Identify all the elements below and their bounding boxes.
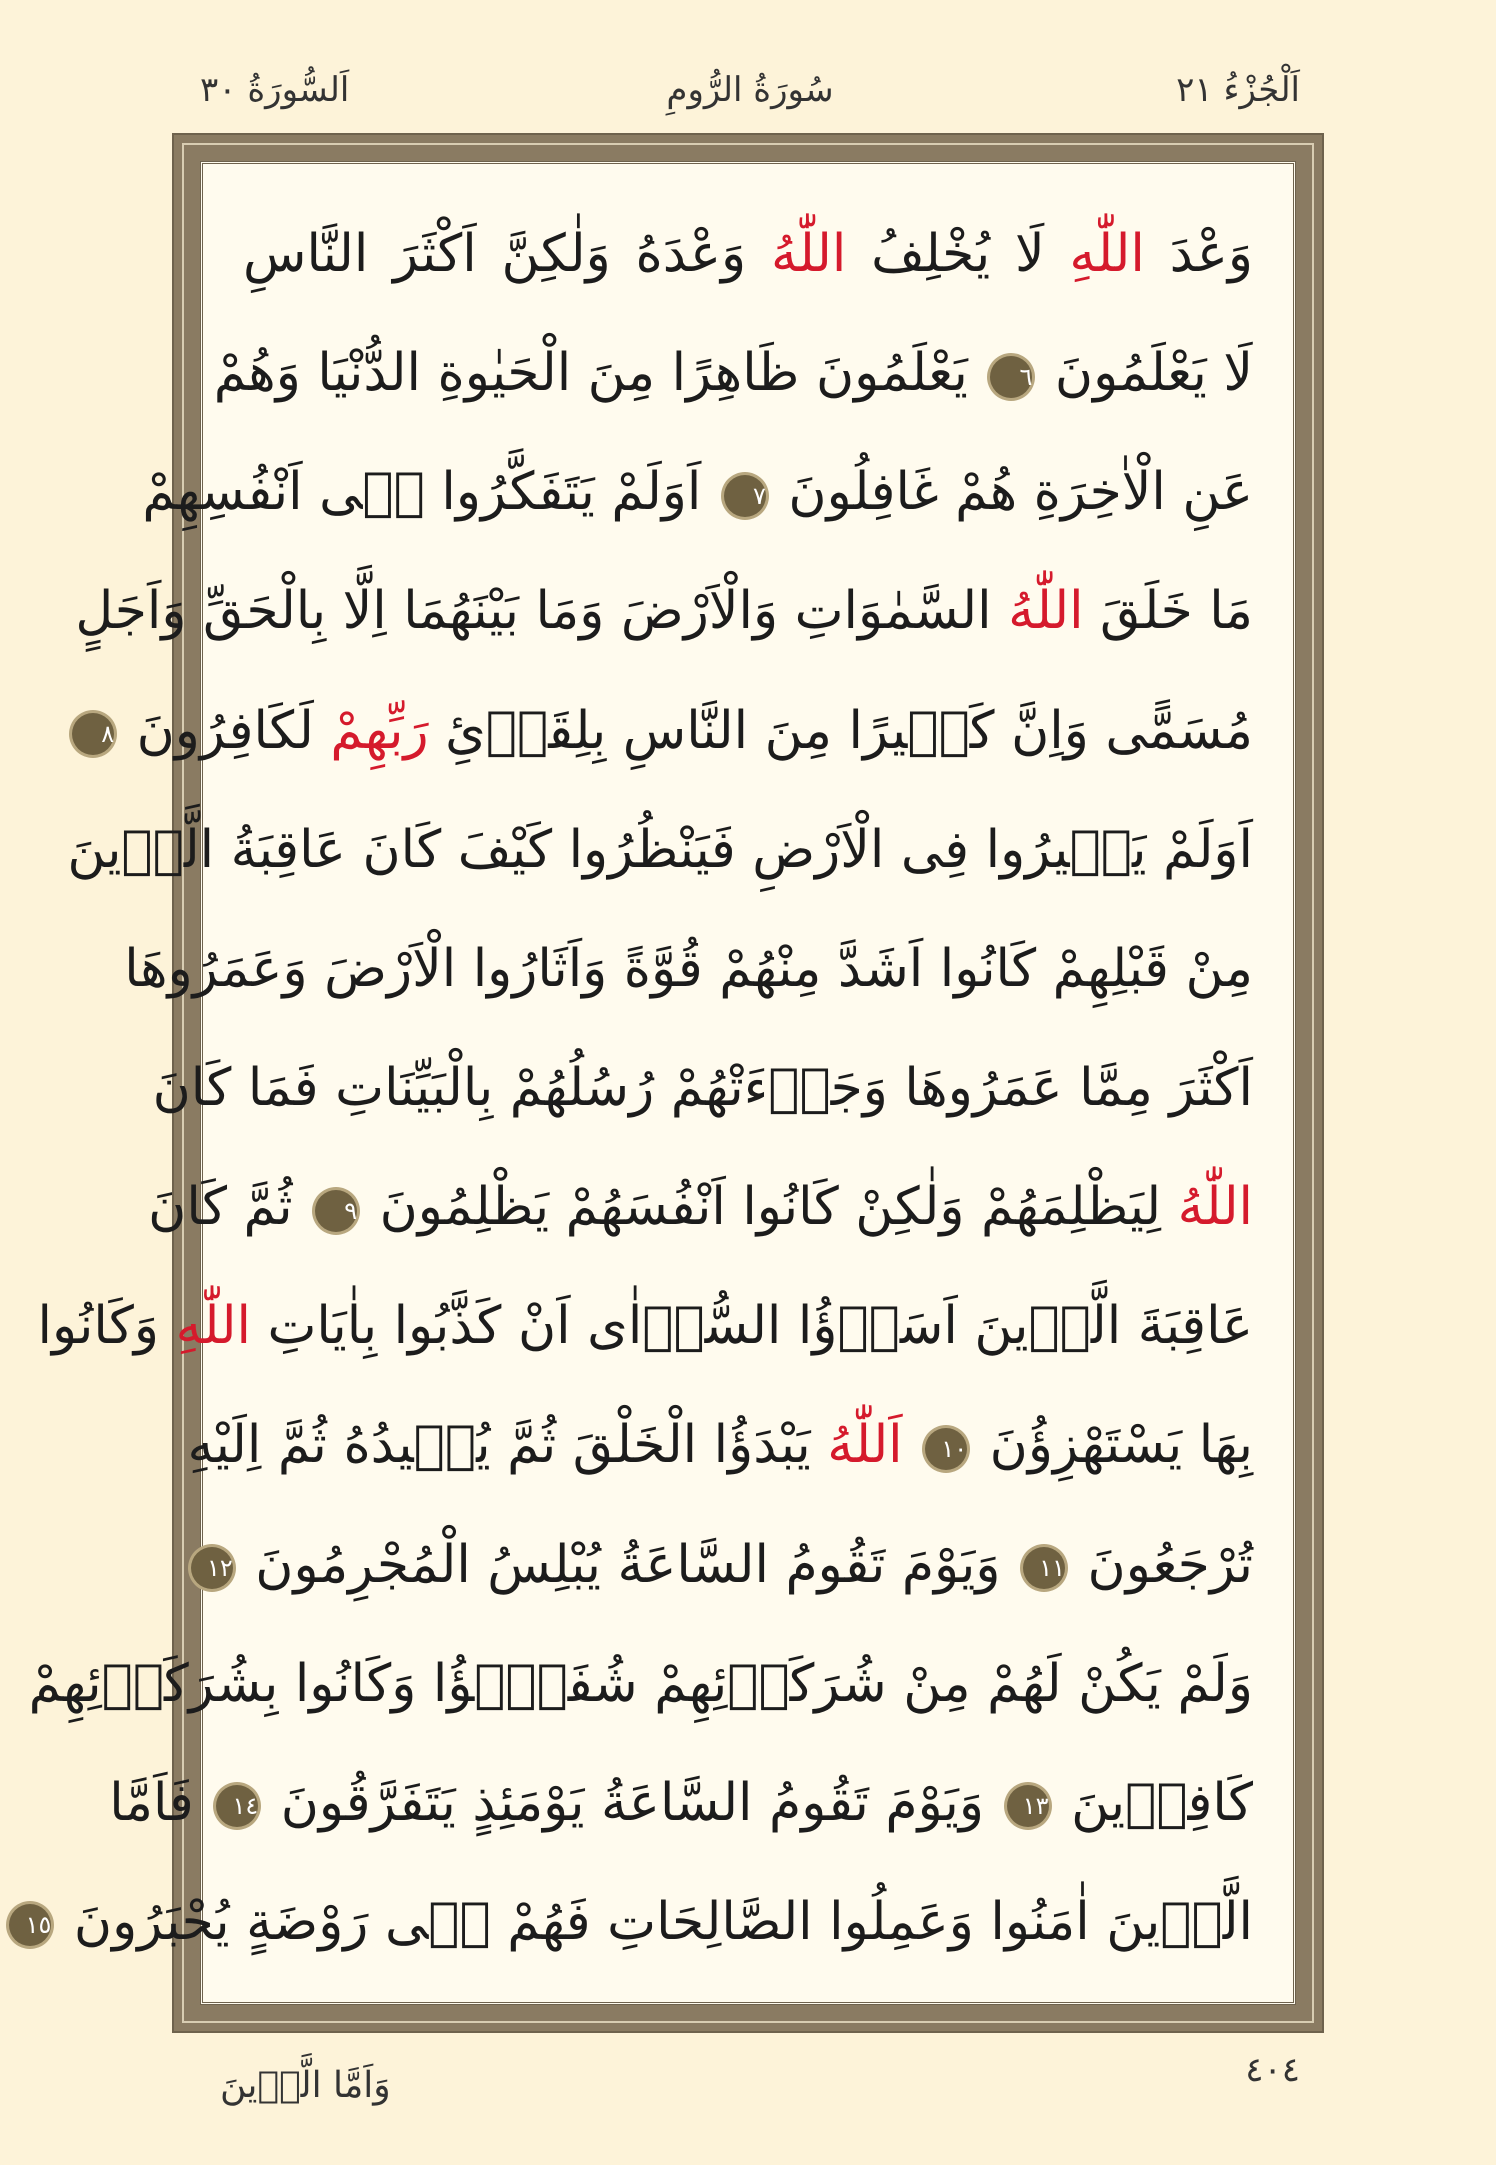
divine-name-text: اللّٰهُ: [1008, 581, 1084, 642]
text-line: [67, 800, 1253, 900]
ayah-number-marker: ١٠: [925, 1428, 967, 1470]
text-line: [109, 1753, 1253, 1853]
quran-text: [25, 204, 1254, 1972]
ayah-number-marker: ٧: [724, 475, 766, 517]
verse-text: بِهَا يَسْتَهْزِؤُنَ: [973, 1415, 1253, 1476]
text-line: [37, 1276, 1253, 1376]
verse-text: ثُمَّ كَانَ: [148, 1177, 310, 1238]
ayah-number-marker: ١٢: [191, 1547, 233, 1589]
ayah-number-marker: ١١: [1023, 1547, 1065, 1589]
verse-text: السَّمٰوَاتِ وَالْاَرْضَ وَمَا بَيْنَهُمَا اِلَّا بِالْحَقِّ وَاَجَلٍ: [75, 581, 1009, 642]
verse-text: لِيَظْلِمَهُمْ وَلٰكِنْ كَانُوا اَنْفُسَهُمْ يَظْلِمُونَ: [363, 1177, 1178, 1238]
text-line: [25, 1872, 1253, 1972]
text-line: [75, 561, 1253, 661]
text-line: [101, 681, 1253, 781]
catchword: وَاَمَّا الَّذٖينَ: [220, 2065, 391, 2106]
verse-text: وَيَوْمَ تَقُومُ السَّاعَةُ يُبْلِسُ الْمُجْرِمُونَ: [238, 1534, 1018, 1595]
verse-text: تُرْجَعُونَ: [1071, 1534, 1253, 1595]
page-header: [200, 60, 1300, 120]
verse-text: لَا يَعْلَمُونَ: [1038, 343, 1253, 404]
text-line: [187, 1395, 1253, 1495]
verse-text: مَا خَلَقَ: [1083, 581, 1253, 642]
ayah-number-marker: ١٣: [1007, 1785, 1049, 1827]
verse-text: [903, 1415, 920, 1475]
divine-name-text: اللّٰهِ: [175, 1296, 251, 1357]
text-line: [243, 204, 1253, 304]
verse-text: وَلَمْ يَكُنْ لَهُمْ مِنْ شُرَكَاۤئِهِمْ شُفَعٰۤؤُا وَكَانُوا بِشُرَكَاۤئِهِمْ: [28, 1653, 1253, 1714]
text-panel: [25, 161, 1296, 2005]
divine-name-text: اللّٰهِ: [1069, 224, 1145, 284]
verse-text: يَبْدَؤُا الْخَلْقَ ثُمَّ يُعٖيدُهُ ثُمَّ اِلَيْهِ: [187, 1415, 828, 1476]
page-frame: [25, 133, 1324, 2033]
text-line: [206, 1515, 1253, 1615]
verse-text: فَاَمَّا: [109, 1772, 211, 1833]
text-line: [142, 442, 1253, 542]
verse-text: وَعْدَ: [1144, 224, 1254, 284]
verse-text: لَا يُخْلِفُ: [846, 224, 1070, 284]
divine-name-text: اللّٰهُ: [1177, 1177, 1253, 1238]
page-number: ٤٠٤: [1245, 2050, 1300, 2090]
ayah-number-marker: ٩: [315, 1190, 357, 1232]
text-line: [213, 323, 1253, 423]
verse-text: اَكْثَرَ مِمَّا عَمَرُوهَا وَجَاۤءَتْهُمْ رُسُلُهُمْ بِالْبَيِّنَاتِ فَمَا كَانَ: [152, 1057, 1253, 1118]
verse-text: عَنِ الْاٰخِرَةِ هُمْ غَافِلُونَ: [771, 462, 1253, 523]
verse-text: وَعْدَهُ وَلٰكِنَّ اَكْثَرَ النَّاسِ: [243, 224, 771, 284]
verse-text: مُسَمًّى وَاِنَّ كَثٖيرًا مِنَ النَّاسِ بِلِقَاۤئِ: [428, 700, 1253, 761]
divine-name-text: رَبِّهِمْ: [330, 700, 429, 761]
verse-text: اَوَلَمْ يَسٖيرُوا فِى الْاَرْضِ فَيَنْظُرُوا كَيْفَ كَانَ عَاقِبَةُ الَّذٖينَ: [67, 819, 1253, 880]
verse-text: يَعْلَمُونَ ظَاهِرًا مِنَ الْحَيٰوةِ الدُّنْيَا وَهُمْ: [213, 343, 985, 404]
text-line: [124, 919, 1253, 1019]
verse-text: مِنْ قَبْلِهِمْ كَانُوا اَشَدَّ مِنْهُمْ قُوَّةً وَاَثَارُوا الْاَرْضَ وَعَمَرُوهَا: [124, 938, 1253, 999]
verse-text: لَكَافِرُونَ: [120, 700, 331, 761]
ayah-number-marker: ١٥: [9, 1904, 51, 1946]
verse-text: الَّذٖينَ اٰمَنُوا وَعَمِلُوا الصَّالِحَاتِ فَهُمْ فٖى رَوْضَةٍ يُحْبَرُونَ: [57, 1891, 1253, 1952]
page-footer: [200, 2045, 1300, 2125]
surah-title: سُورَةُ الرُّومِ: [666, 70, 834, 110]
ayah-number-marker: ٦: [990, 356, 1032, 398]
ayah-number-marker: ١٤: [216, 1785, 258, 1827]
text-line: [152, 1038, 1253, 1138]
ayah-number-marker: ٨: [72, 713, 114, 755]
juz-label: اَلْجُزْءُ ٢١: [1176, 70, 1300, 110]
verse-text: وَيَوْمَ تَقُومُ السَّاعَةُ يَوْمَئِذٍ يَتَفَرَّقُونَ: [264, 1772, 1001, 1833]
verse-text: عَاقِبَةَ الَّذٖينَ اَسَاۤؤُا السُّوۤاٰى اَنْ كَذَّبُوا بِاٰيَاتِ: [250, 1296, 1253, 1357]
text-line: [148, 1157, 1253, 1257]
divine-name-text: اَللّٰهُ: [827, 1415, 903, 1476]
divine-name-text: اللّٰهُ: [770, 224, 847, 284]
text-line: [28, 1634, 1253, 1734]
surah-number-label: اَلسُّورَةُ ٣٠: [200, 70, 350, 110]
verse-text: وَكَانُوا: [37, 1296, 176, 1357]
verse-text: كَافِرٖينَ: [1054, 1772, 1253, 1833]
verse-text: اَوَلَمْ يَتَفَكَّرُوا فٖى اَنْفُسِهِمْ: [142, 462, 718, 523]
